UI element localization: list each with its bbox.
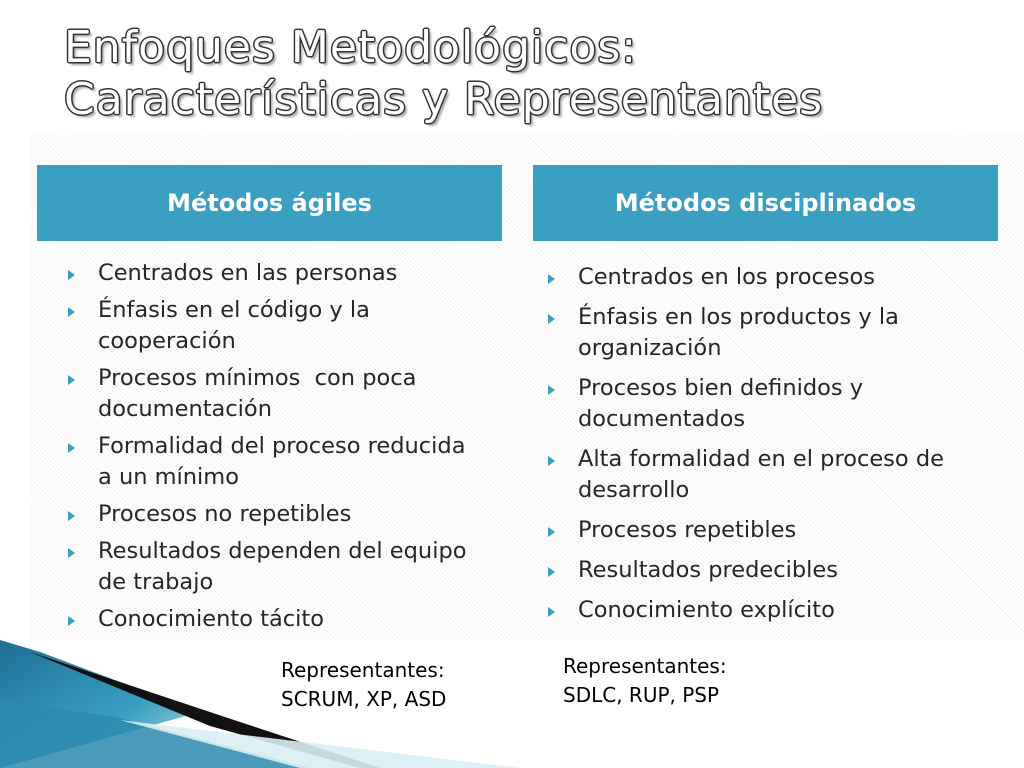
bullet-arrow-icon [68,270,75,280]
agile-representatives-value: SCRUM, XP, ASD [281,687,447,711]
list-item [546,373,986,435]
list-item-text: Conocimiento tácito [98,606,324,632]
agile-representatives-label: Representantes: [281,658,445,682]
list-item [546,302,986,364]
list-item [66,295,486,357]
slide-title-line-1: Enfoques Metodológicos: [64,22,638,73]
slide-title-line-2: Características y Representantes [64,74,824,125]
list-item-text: Procesos mínimos con poca documentación [98,365,424,422]
list-item [546,555,986,586]
list-item [66,258,486,289]
bullet-arrow-icon [68,375,75,385]
agile-methods-header: Métodos ágiles [37,165,502,241]
list-item-text: Formalidad del proceso reducida a un mínimo [98,433,466,490]
bullet-arrow-icon [68,548,75,558]
list-item-text: Énfasis en los productos y la organización [578,304,899,361]
list-item [66,363,486,425]
list-item-text: Énfasis en el código y la cooperación [98,297,370,354]
bullet-arrow-icon [68,443,75,453]
list-item [546,262,986,293]
list-item [546,595,986,626]
list-item [546,444,986,506]
bullet-arrow-icon [548,456,555,466]
list-item [546,515,986,546]
list-item [66,536,486,598]
agile-characteristics-list [66,258,486,641]
slide-title [64,22,964,126]
list-item-text: Centrados en los procesos [578,264,875,290]
list-item-text: Centrados en las personas [98,260,398,286]
list-item-text: Alta formalidad en el proceso de desarrollo [578,446,944,503]
list-item [66,604,486,635]
disciplined-representatives-value: SDLC, RUP, PSP [563,683,720,707]
disciplined-representatives-label: Representantes: [563,654,727,678]
disciplined-methods-header: Métodos disciplinados [533,165,998,241]
list-item-text: Resultados predecibles [578,557,838,583]
bullet-arrow-icon [68,511,75,521]
bullet-arrow-icon [548,607,555,617]
bullet-arrow-icon [548,567,555,577]
list-item-text: Procesos bien definidos y documentados [578,375,864,432]
list-item-text: Conocimiento explícito [578,597,835,623]
bullet-arrow-icon [68,616,75,626]
list-item-text: Resultados dependen del equipo de trabajo [98,538,467,595]
list-item [66,499,486,530]
list-item-text: Procesos no repetibles [98,501,352,527]
agile-representatives [281,656,446,714]
bullet-arrow-icon [548,274,555,284]
bullet-arrow-icon [68,307,75,317]
bullet-arrow-icon [548,314,555,324]
disciplined-characteristics-list [546,262,986,635]
disciplined-representatives [563,652,727,710]
bullet-arrow-icon [548,385,555,395]
list-item-text: Procesos repetibles [578,517,797,543]
list-item [66,431,486,493]
bullet-arrow-icon [548,527,555,537]
